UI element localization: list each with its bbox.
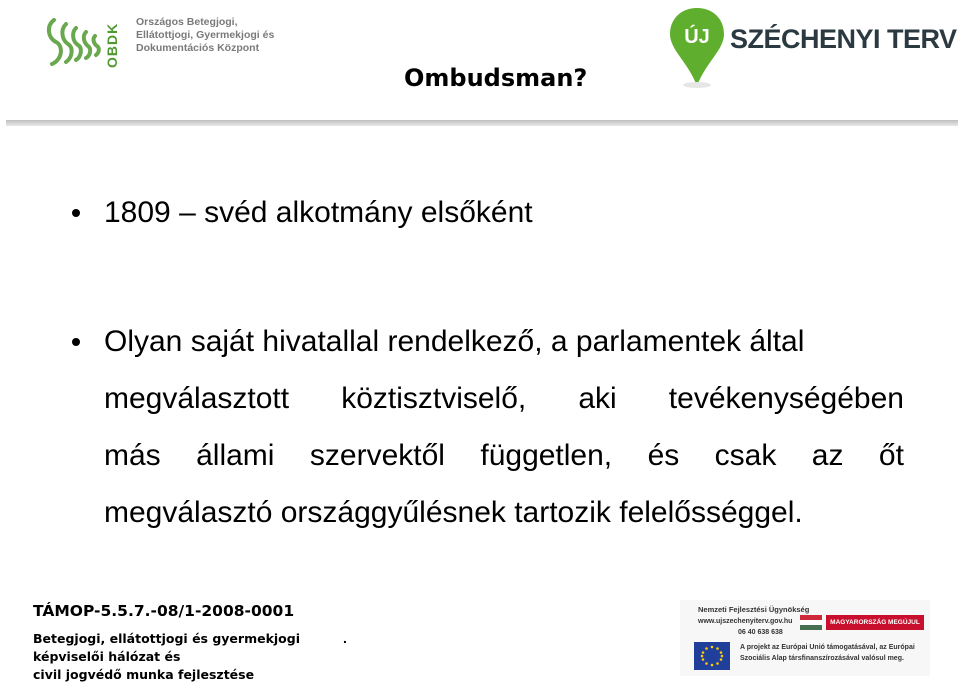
- word: csak: [714, 439, 777, 472]
- obdk-name-line: Országos Betegjogi,: [136, 16, 238, 28]
- bullet-text: [104, 382, 904, 416]
- project-code: TÁMOP-5.5.7.-08/1-2008-0001: [33, 602, 295, 620]
- eu-funding-text: Szociális Alap társfinanszírozásával valósul meg.: [740, 655, 904, 662]
- agency-phone: 06 40 638 638: [738, 629, 783, 636]
- bullet-text: megválasztó országgyűlésnek tartozik felelősséggel.: [104, 496, 803, 529]
- word: független,: [480, 439, 613, 472]
- obdk-name: [136, 16, 286, 55]
- bullet-text: 1809 – svéd alkotmány elsőként: [104, 196, 533, 229]
- bullet-dot: [72, 209, 80, 217]
- pin-label: ÚJ: [684, 26, 710, 48]
- word: állami: [196, 439, 275, 472]
- title-divider: [6, 120, 958, 126]
- obdk-abbreviation: OBDK: [104, 22, 120, 68]
- funding-logos: [680, 600, 930, 676]
- word: az: [811, 439, 844, 472]
- eu-flag-icon: [694, 642, 730, 670]
- footer-line: civil jogvédő munka fejlesztése: [33, 667, 255, 682]
- government-banner: MAGYARORSZÁG MEGÚJUL: [826, 615, 924, 630]
- word: tevékenységében: [668, 382, 904, 415]
- slide-title: Ombudsman?: [404, 64, 588, 92]
- obdk-name-line: Ellátottjogi, Gyermekjogi és: [136, 29, 275, 41]
- obdk-swirl-icon: [44, 12, 104, 74]
- word: más: [104, 439, 161, 472]
- word: köztisztviselő,: [341, 382, 527, 415]
- eu-funding-text: A projekt az Európai Unió támogatásával, az Európai: [740, 644, 915, 651]
- bullet-dot: [72, 338, 80, 346]
- word: és: [647, 439, 680, 472]
- agency-name: Nemzeti Fejlesztési Ügynökség: [698, 605, 810, 614]
- szechenyi-terv-logo: [668, 6, 957, 88]
- bullet-text: [104, 439, 904, 473]
- word: megválasztott: [104, 382, 290, 415]
- hungarian-flag-icon: [800, 615, 822, 630]
- map-pin-icon: [668, 6, 726, 88]
- obdk-logo: [44, 12, 274, 74]
- word: szervektől: [309, 439, 445, 472]
- szechenyi-terv-name: SZÉCHENYI TERV: [730, 24, 957, 54]
- bullet-text: Olyan saját hivatallal rendelkező, a parlamentek által: [104, 325, 805, 358]
- word: aki: [578, 382, 617, 415]
- word: őt: [878, 439, 904, 472]
- obdk-name-line: Dokumentációs Központ: [136, 42, 260, 54]
- footer-separator: .: [343, 630, 347, 646]
- agency-url: www.ujszechenyiterv.gov.hu: [698, 618, 793, 625]
- footer-line: képviselői hálózat és: [33, 649, 181, 664]
- footer-line: Betegjogi, ellátottjogi és gyermekjogi: [33, 631, 300, 646]
